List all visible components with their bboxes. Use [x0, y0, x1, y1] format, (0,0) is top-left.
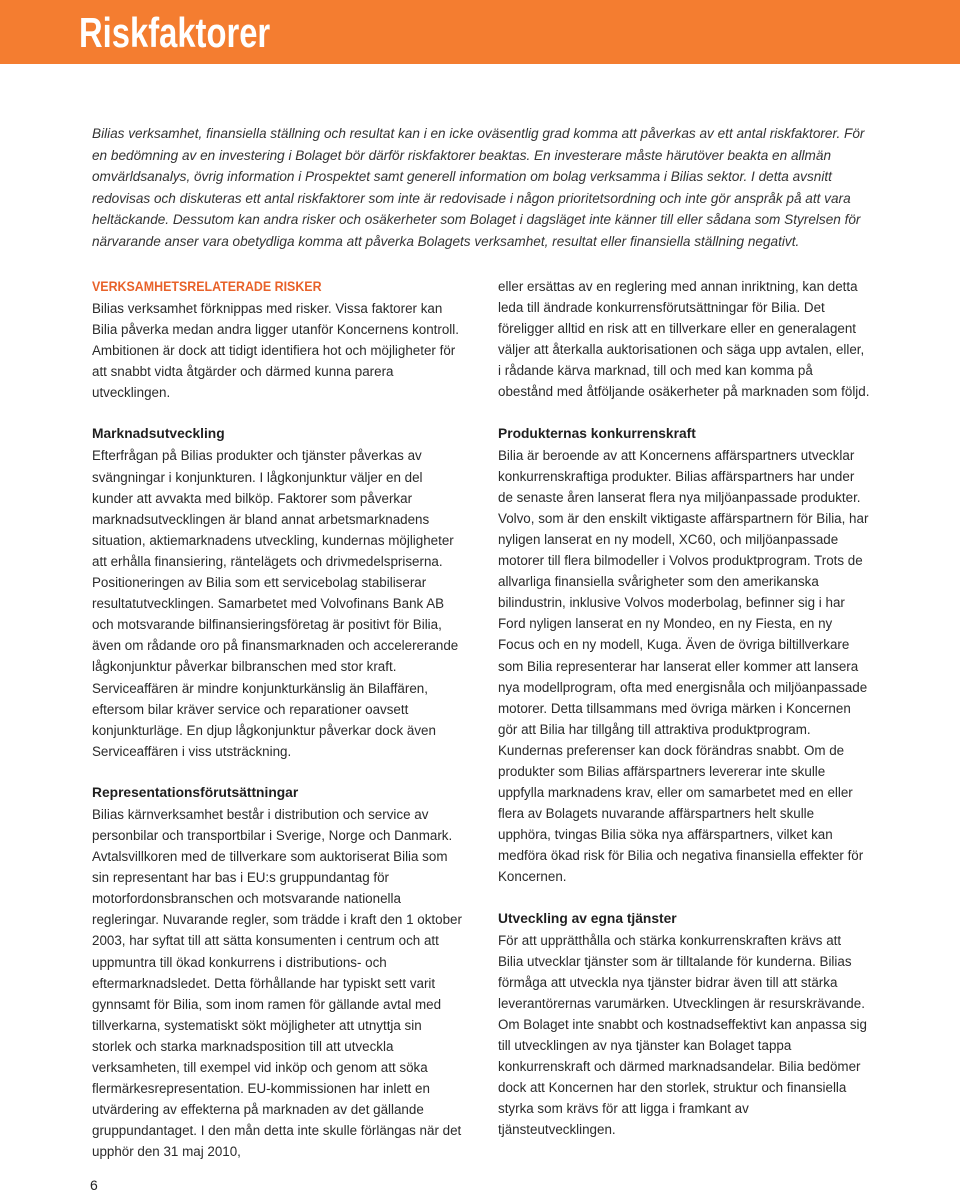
header-band: [0, 0, 960, 64]
page-number: 6: [90, 1177, 98, 1193]
right-column: [498, 276, 870, 1140]
competitiveness-heading: Produkternas konkurrenskraft: [498, 425, 696, 441]
representation-text: Bilias kärnverksamhet består i distribution och service av personbilar och transportbilar i Sverige, Norge och Danmark. Avtalsvillkoren med de tillverkare som auktoriserat Bilia som sin representant har bas i EU:s gruppundantag för motorfordonsbranschen och motsvarande nationella regleringar. Nuvarande regler, som trädde i kraft den 1 oktober 2003, har syftat till att sätta konsumenten i centrum och att uppmuntra till ökad konkurrens i distributions- och eftermarknadsledet. Detta förhållande har typiskt sett varit gynnsamt för Bilia, som inom ramen för gällande avtal med tillverkarna, systematiskt sökt möjligheter att utnyttja sin storlek och starka marknadsposition till att utveckla verksamheten, till exempel vid inköp och genom att söka flermärkesrepresentation. EU-kommissionen har inlett en utvärdering av effekterna på marknaden av det gällande gruppundantaget. I den mån detta inte skulle förlängas när det upphör den 31 maj 2010,: [92, 806, 462, 1160]
page-title: Riskfaktorer: [79, 9, 271, 56]
services-heading: Utveckling av egna tjänster: [498, 910, 677, 926]
left-column: [92, 276, 464, 1162]
market-heading: Marknadsutveckling: [92, 426, 225, 442]
market-text: Efterfrågan på Bilias produkter och tjänster påverkas av svängningar i konjunkturen. I lågkonjunktur väljer en del kunder att avvakta med bilköp. Faktorer som påverkar marknadsutvecklingen är bland annat arbetsmarknadens situation, aktiemarknadens utveckling, kundernas möjligheter att erhålla finansiering, räntelägets och drivmedelspriserna. Positioneringen av Bilia som ett servicebolag stabiliserar resultatutvecklingen. Samarbetet med Volvofinans Bank AB och motsvarande bilfinansieringsföretag är positivt för Bilia, även om rådande oro på finansmarknaden och accelererande lågkonjunktur påverkar bilbranschen med stor kraft. Serviceaffären är mindre konjunkturkänslig än Bilaffären, eftersom bilar kräver service och reparationer oavsett konjunkturläge. En djup lågkonjunktur påverkar dock även Serviceaffären i viss utsträckning.: [92, 448, 459, 759]
intro-paragraph: Bilias verksamhet, finansiella ställning och resultat kan i en icke oväsentlig grad komma att påverkas av ett antal riskfaktorer. För en bedömning av en investering i Bolaget bör därför riskfaktorer beaktas. En investerare måste härutöver beakta en allmän omvärldsanalys, övrig information i Prospektet samt generell information om bolag verksamma i Bilias sektor. I detta avsnitt redovisas och diskuteras ett antal riskfaktorer som inte är redovisade i någon prioritetsordning och inte gör anspråk på att vara heltäckande. Dessutom kan andra risker och osäkerheter som Bolaget i dagsläget inte känner till eller sådana som Styrelsen för närvarande anser vara obetydliga komma att påverka Bolagets verksamhet, resultat eller finansiella ställning negativt.: [92, 126, 865, 249]
section-intro-text: Bilias verksamhet förknippas med risker. Vissa faktorer kan Bilia påverka medan andra ligger utanför Koncernens kontroll. Ambitionen är dock att tidigt identifiera hot och möjligheter för att snabbt vidta åtgärder och därmed kunna parera utvecklingen.: [92, 301, 459, 401]
competitiveness-text: Bilia är beroende av att Koncernens affärspartners utvecklar konkurrenskraftiga produkter. Bilias affärspartners har under de senaste åren lanserat flera nya miljöanpassade produkter. Volvo, som är den enskilt viktigaste affärspartnern för Bilia, har nyligen lanserat en ny modell, XC60, och miljöanpassade motorer till flera bilmodeller i Volvos produktprogram. Trots de allvarliga finansiella svårigheter som den amerikanska bilindustrin, inklusive Volvos moderbolag, befinner sig i har Ford nyligen lanserat en ny Mondeo, en ny Fiesta, en ny Focus och en ny modell, Kuga. Även de övriga biltillverkare som Bilia representerar har lanserat eller kommer att lansera nya modellprogram, ofta med energisnåla och miljöanpassade motorer. Detta tillsammans med övriga märken i Koncernen gör att Bilia har tillgång till attraktiva produktprogram. Kundernas preferenser kan dock förändras snabbt. Om de produkter som Bilias affärspartners levererar inte skulle uppfylla marknadens krav, eller om samarbetet med en eller flera av Bolagets nuvarande affärspartners helt skulle upphöra, tvingas Bilia söka nya affärspartners, vilket kan medföra ökad risk för Bilia och negativa finansiella effekter för Koncernen.: [498, 447, 869, 885]
representation-heading: Representationsförutsättningar: [92, 784, 299, 800]
continued-text: eller ersättas av en reglering med annan inriktning, kan detta leda till ändrade konkurrensförutsättningar för Bilia. Det föreligger alltid en risk att en tillverkare eller en generalagent väljer att återkalla auktorisationen och säga upp avtalen, eller, i rådande kärva marknad, till och med kan komma på obestånd med åtföljande osäkerheter på marknaden som följd.: [498, 279, 870, 400]
section-heading: VERKSAMHETSRELATERADE RISKER: [92, 279, 322, 294]
services-text: För att upprätthålla och stärka konkurrenskraften krävs att Bilia utvecklar tjänster som är tilltalande för kunderna. Bilias förmåga att utveckla nya tjänster bidrar även till att stärka leverantörernas varumärken. Utvecklingen är resurskrävande. Om Bolaget inte snabbt och kostnadseffektivt kan anpassa sig till utvecklingen av nya tjänster kan Bolaget tappa konkurrenskraft och därmed marknadsandelar. Bilia bedömer dock att Koncernen har den storlek, struktur och finansiella styrka som krävs för att ligga i framkant av tjänsteutvecklingen.: [498, 932, 867, 1138]
